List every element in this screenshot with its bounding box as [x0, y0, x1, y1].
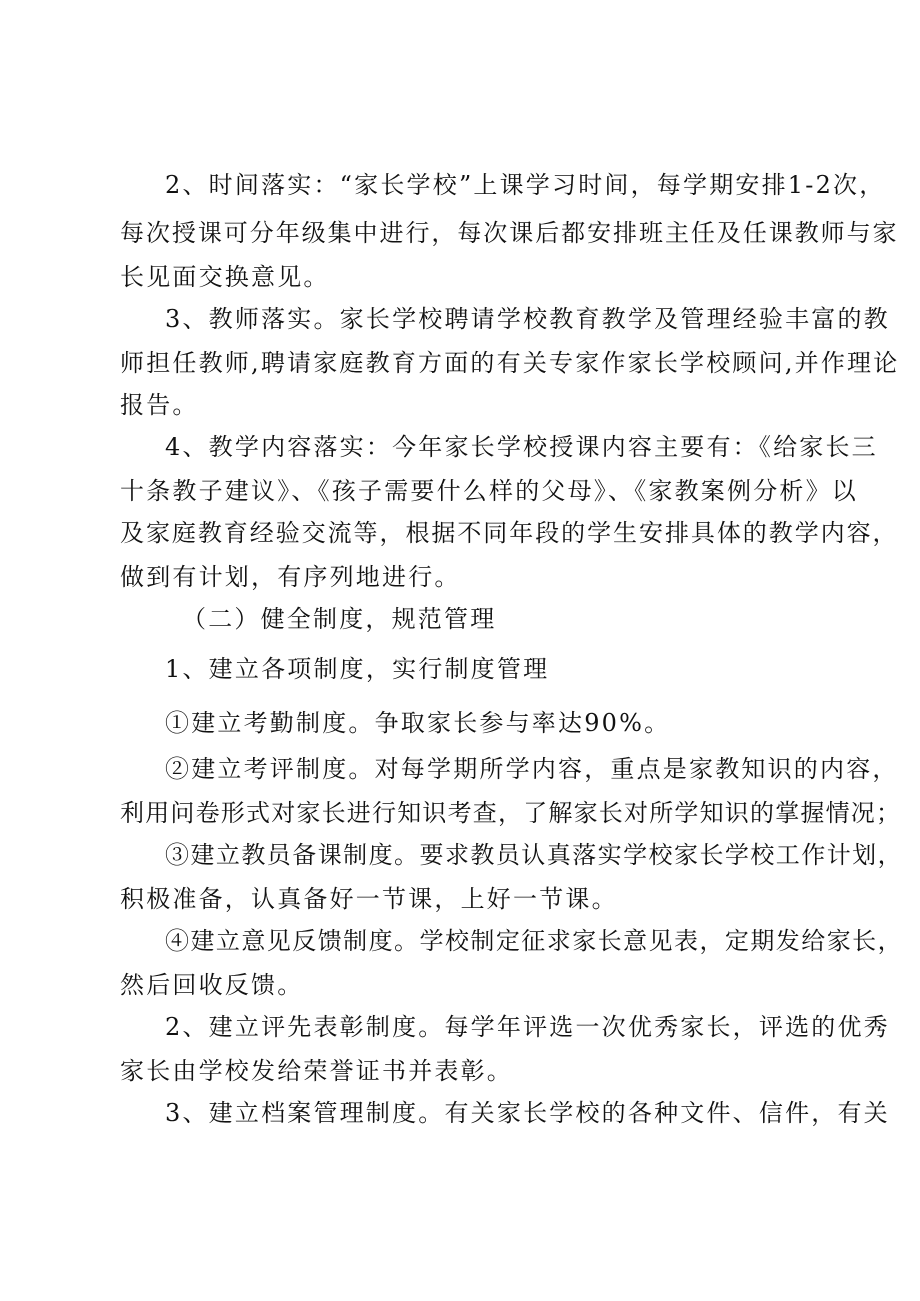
text-line: 4、教学内容落实：今年家长学校授课内容主要有：《给家长三	[165, 433, 878, 461]
text-line: ②建立考评制度。对每学期所学内容，重点是家教知识的内容，	[165, 755, 899, 783]
text-line: ④建立意见反馈制度。学校制定征求家长意见表，定期发给家长，	[165, 927, 904, 955]
text-line: 1、建立各项制度，实行制度管理	[165, 655, 550, 683]
text-line: ③建立教员备课制度。要求教员认真落实学校家长学校工作计划，	[165, 841, 904, 869]
section-heading: （二）健全制度，规范管理	[182, 605, 497, 633]
text-line: 然后回收反馈。	[120, 971, 304, 999]
text-line: 长见面交换意见。	[120, 263, 330, 291]
text-line: 及家庭教育经验交流等，根据不同年段的学生安排具体的教学内容，	[120, 519, 899, 547]
text-line: 2、建立评先表彰制度。每学年评选一次优秀家长，评选的优秀	[165, 1013, 890, 1041]
text-line: 利用问卷形式对家长进行知识考查，了解家长对所学知识的掌握情况；	[120, 799, 902, 827]
text-line: 3、建立档案管理制度。有关家长学校的各种文件、信件，有关	[165, 1099, 890, 1127]
text-line: 家长由学校发给荣誉证书并表彰。	[120, 1057, 513, 1085]
text-line: 十条教子建议》、《孩子需要什么样的父母》、《家教案例分析》以	[120, 477, 858, 505]
text-line: ①建立考勤制度。争取家长参与率达90%。	[165, 709, 671, 737]
text-line: 做到有计划，有序列地进行。	[120, 563, 461, 591]
text-line: 报告。	[120, 391, 199, 419]
text-line: 3、教师落实。家长学校聘请学校教育教学及管理经验丰富的教	[165, 305, 890, 333]
text-line: 积极准备，认真备好一节课，上好一节课。	[120, 885, 618, 913]
text-line: 每次授课可分年级集中进行，每次课后都安排班主任及任课教师与家	[120, 219, 899, 247]
text-line: 2、时间落实：“家长学校”上课学习时间，每学期安排1-2次，	[165, 171, 886, 199]
text-line: 师担任教师,聘请家庭教育方面的有关专家作家长学校顾问,并作理论	[120, 349, 900, 377]
